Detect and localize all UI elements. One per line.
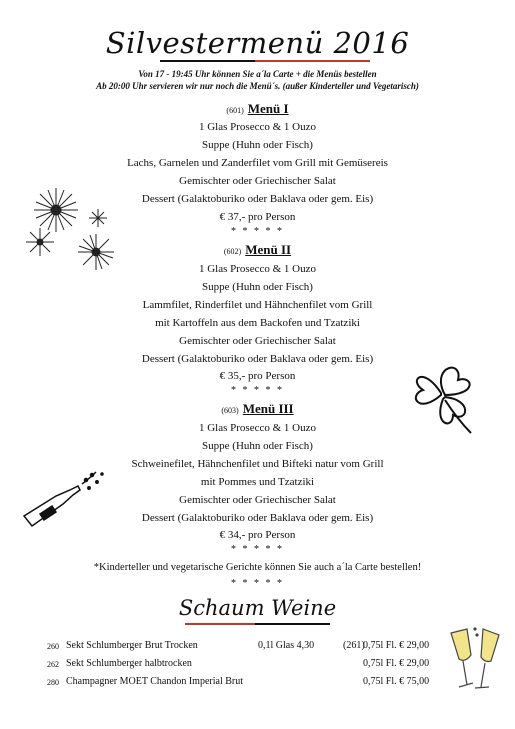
wine-bottle-price: 0,75l Fl. € 75,00 [363, 676, 430, 687]
wine-bottle-code: (261) [343, 640, 365, 651]
wine-bottle-price: 0,75l Fl. € 29,00 [363, 640, 430, 651]
menu-2-line-5: Gemischter oder Griechischer Salat [179, 335, 336, 347]
champagne-glasses-icon [445, 625, 505, 700]
title-underline-right [255, 60, 370, 62]
menu-2-code: (602) [223, 247, 242, 256]
wine-name: Champagner MOET Chandon Imperial Brut [66, 676, 244, 687]
children-note: *Kinderteller und vegetarische Gerichte können Sie auch a´la Carte bestellen! [93, 562, 422, 573]
wines-underline-left [185, 623, 255, 625]
menu-1-stars: * * * * * [231, 226, 284, 237]
intro-line-2: Ab 20:00 Uhr servieren wir nur noch die Menü´s. (außer Kinderteller und Vegetarisch) [96, 81, 419, 91]
menu-3-line-1: 1 Glas Prosecco & 1 Ouzo [198, 422, 316, 434]
menu-2-price: € 35,- pro Person [219, 370, 296, 382]
menu-1-line-1: 1 Glas Prosecco & 1 Ouzo [198, 121, 316, 133]
menu-2-line-6: Dessert (Galaktoburiko oder Baklava oder gem. Eis) [141, 353, 374, 365]
page-title: Silvestermenü 2016 [105, 26, 410, 60]
wine-code: 260 [47, 642, 59, 651]
wines-underline-right [255, 623, 330, 625]
wine-name: Sekt Schlumberger Brut Trocken [66, 640, 198, 651]
menu-1-line-3: Lachs, Garnelen und Zanderfilet vom Grill mit Gemüsereis [127, 157, 388, 169]
note-stars: * * * * * [231, 578, 284, 589]
menu-1-heading [0, 101, 515, 117]
menu-3-stars: * * * * * [231, 544, 284, 555]
menu-3-code: (603) [221, 406, 239, 415]
menu-3-line-3: Schweinefilet, Hähnchenfilet und Bifteki natur vom Grill [131, 458, 384, 470]
menu-3-name: Menü III [242, 401, 294, 416]
menu-3-line-6: Dessert (Galaktoburiko oder Baklava oder gem. Eis) [141, 512, 374, 524]
intro-text [0, 68, 515, 92]
menu-2-line-2: Suppe (Huhn oder Fisch) [202, 281, 313, 293]
menu-2-line-1: 1 Glas Prosecco & 1 Ouzo [198, 263, 316, 275]
menu-3-price: € 34,- pro Person [219, 529, 296, 541]
menu-3-line-2: Suppe (Huhn oder Fisch) [202, 440, 313, 452]
menu-2-name: Menü II [245, 242, 292, 257]
fireworks-icon [18, 180, 118, 275]
wine-code: 280 [47, 678, 59, 687]
menu-1-name: Menü I [247, 101, 289, 116]
menu-3-line-5: Gemischter oder Griechischer Salat [179, 494, 336, 506]
menu-3-line-4: mit Pommes und Tzatziki [200, 476, 315, 488]
menu-2-line-3: Lammfilet, Rinderfilet und Hähnchenfilet vom Grill [142, 299, 373, 311]
wine-row [0, 658, 515, 674]
champagne-bottle-icon [18, 468, 108, 528]
menu-2-line-4: mit Kartoffeln aus dem Backofen und Tzatziki [155, 317, 360, 329]
menu-1-line-2: Suppe (Huhn oder Fisch) [202, 139, 313, 151]
menu-1-line-4: Gemischter oder Griechischer Salat [179, 175, 336, 187]
menu-1-price: € 37,- pro Person [219, 211, 296, 223]
intro-line-1: Von 17 - 19:45 Uhr können Sie a´la Carte + die Menüs bestellen [138, 69, 377, 79]
wine-glass-price: 0,1l Glas 4,30 [258, 640, 315, 651]
wine-name: Sekt Schlumberger halbtrocken [66, 658, 192, 669]
wine-code: 262 [47, 660, 59, 669]
wine-row [0, 676, 515, 692]
wine-row [0, 640, 515, 656]
wines-title: Schaum Weine [178, 596, 337, 620]
menu-1-code: (601) [226, 106, 244, 115]
wine-bottle-price: 0,75l Fl. € 29,00 [363, 658, 430, 669]
clover-icon [403, 355, 488, 440]
title-underline-left [160, 60, 255, 62]
menu-1-line-5: Dessert (Galaktoburiko oder Baklava oder gem. Eis) [141, 193, 374, 205]
menu-2-stars: * * * * * [231, 385, 284, 396]
